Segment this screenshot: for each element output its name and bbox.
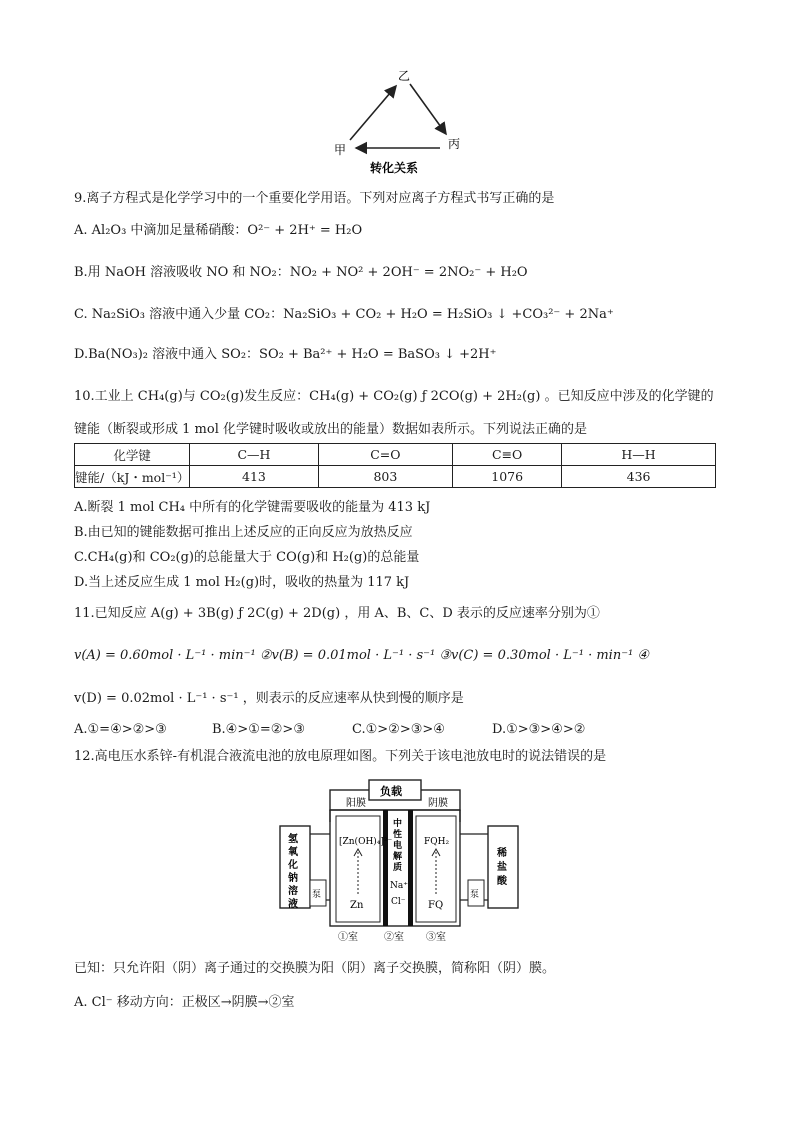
middle-electrolyte-label: 中性电解质 xyxy=(393,819,403,873)
q12-note: 已知：只允许阳（阴）离子通过的交换膜为阳（阴）离子交换膜，简称阳（阴）膜。 xyxy=(74,961,556,976)
q10-stem-line2: 键能（断裂或形成 1 mol 化学键时吸收或放出的能量）数据如表所示。下列说法正确的是 xyxy=(74,422,587,437)
table-cell: 1076 xyxy=(453,466,562,488)
conversion-triangle-figure xyxy=(330,62,470,182)
q11-stem: 11.已知反应 A(g) + 3B(g) ƒ 2C(g) + 2D(g) ，用 A、B、C、D 表示的反应速率分别为① xyxy=(74,606,600,621)
node-yi: 乙 xyxy=(398,69,411,83)
q11-option-a: A.①=④>②>③ xyxy=(74,722,167,737)
q10-option-a: A.断裂 1 mol CH₄ 中所有的化学键需要吸收的能量为 413 kJ xyxy=(74,500,431,515)
q11-option-c: C.①>②>③>④ xyxy=(352,722,445,737)
figure-caption: 转化关系 xyxy=(370,161,419,175)
right-pump-label: 泵 xyxy=(470,890,480,900)
q10-option-c: C.CH₄(g)和 CO₂(g)的总能量大于 CO(g)和 H₂(g)的总能量 xyxy=(74,550,420,565)
q11-rate-d: v(D) = 0.02mol · L⁻¹ · s⁻¹ ，则表示的反应速率从快到慢的顺序是 xyxy=(74,691,464,706)
q12-stem: 12.高电压水系锌-有机混合液流电池的放电原理如图。下列关于该电池放电时的说法错误的是 xyxy=(74,749,607,764)
q9-option-b: B.用 NaOH 溶液吸收 NO 和 NO₂：NO₂ + NO² + 2OH⁻ = 2NO₂⁻ + H₂O xyxy=(74,265,528,280)
q9-option-a: A. Al₂O₃ 中滴加足量稀硝酸：O²⁻ + 2H⁺ = H₂O xyxy=(74,223,363,238)
q10-option-d: D.当上述反应生成 1 mol H₂(g)时，吸收的热量为 117 kJ xyxy=(74,575,410,590)
table-cell: C—H xyxy=(190,444,318,466)
q11-option-d: D.①>③>④>② xyxy=(492,722,586,737)
fq-label: FQ xyxy=(428,900,444,911)
bond-energy-table xyxy=(74,443,716,488)
q10-option-b: B.由已知的键能数据可推出上述反应的正向反应为放热反应 xyxy=(74,525,413,540)
cl-ion-label: Cl⁻ xyxy=(391,897,406,907)
left-pump-label: 泵 xyxy=(312,890,322,900)
table-cell: 键能/（kJ・mol⁻¹） xyxy=(75,466,190,488)
q9-option-c: C. Na₂SiO₃ 溶液中通入少量 CO₂：Na₂SiO₃ + CO₂ + H₂O = H₂SiO₃ ↓ +CO₃²⁻ + 2Na⁺ xyxy=(74,307,614,322)
table-cell: 413 xyxy=(190,466,318,488)
node-bing: 丙 xyxy=(448,137,461,151)
zincate-label: [Zn(OH)₄]²⁻ xyxy=(339,837,393,847)
node-jia: 甲 xyxy=(334,143,347,157)
table-cell: 436 xyxy=(562,466,716,488)
table-cell: 化学键 xyxy=(75,444,190,466)
flow-battery-diagram xyxy=(276,776,526,948)
table-cell: C=O xyxy=(318,444,453,466)
q9-option-d: D.Ba(NO₃)₂ 溶液中通入 SO₂：SO₂ + Ba²⁺ + H₂O = BaSO₃ ↓ +2H⁺ xyxy=(74,347,497,362)
left-tank-label: 氢氧化钠溶液 xyxy=(288,834,298,910)
q10-stem-line1: 10.工业上 CH₄(g)与 CO₂(g)发生反应：CH₄(g) + CO₂(g) ƒ 2CO(g) + 2H₂(g) 。已知反应中涉及的化学键的 xyxy=(74,389,714,404)
right-tank-label: 稀盐酸 xyxy=(497,848,507,887)
q12-option-a: A. Cl⁻ 移动方向：正极区→阴膜→②室 xyxy=(74,995,295,1010)
load-label: 负载 xyxy=(380,785,402,798)
table-cell: H—H xyxy=(562,444,716,466)
anion-membrane-label: 阴膜 xyxy=(428,798,448,809)
table-cell: C≡O xyxy=(453,444,562,466)
zn-label: Zn xyxy=(350,900,364,911)
table-cell: 803 xyxy=(318,466,453,488)
fqh2-label: FQH₂ xyxy=(424,837,450,847)
q9-stem: 9.离子方程式是化学学习中的一个重要化学用语。下列对应离子方程式书写正确的是 xyxy=(74,191,555,206)
room2-label: ②室 xyxy=(384,932,404,943)
table-row xyxy=(75,466,716,488)
q11-option-b: B.④>①=②>③ xyxy=(212,722,305,737)
room3-label: ③室 xyxy=(426,932,446,943)
q11-rates: v(A) = 0.60mol · L⁻¹ · min⁻¹ ②v(B) = 0.01mol · L⁻¹ · s⁻¹ ③v(C) = 0.30mol · L⁻¹ · min⁻¹ ④ xyxy=(74,648,650,663)
table-header-row xyxy=(75,444,716,466)
na-ion-label: Na⁺ xyxy=(390,881,408,891)
cation-membrane-label: 阳膜 xyxy=(346,798,366,809)
room1-label: ①室 xyxy=(338,932,358,943)
